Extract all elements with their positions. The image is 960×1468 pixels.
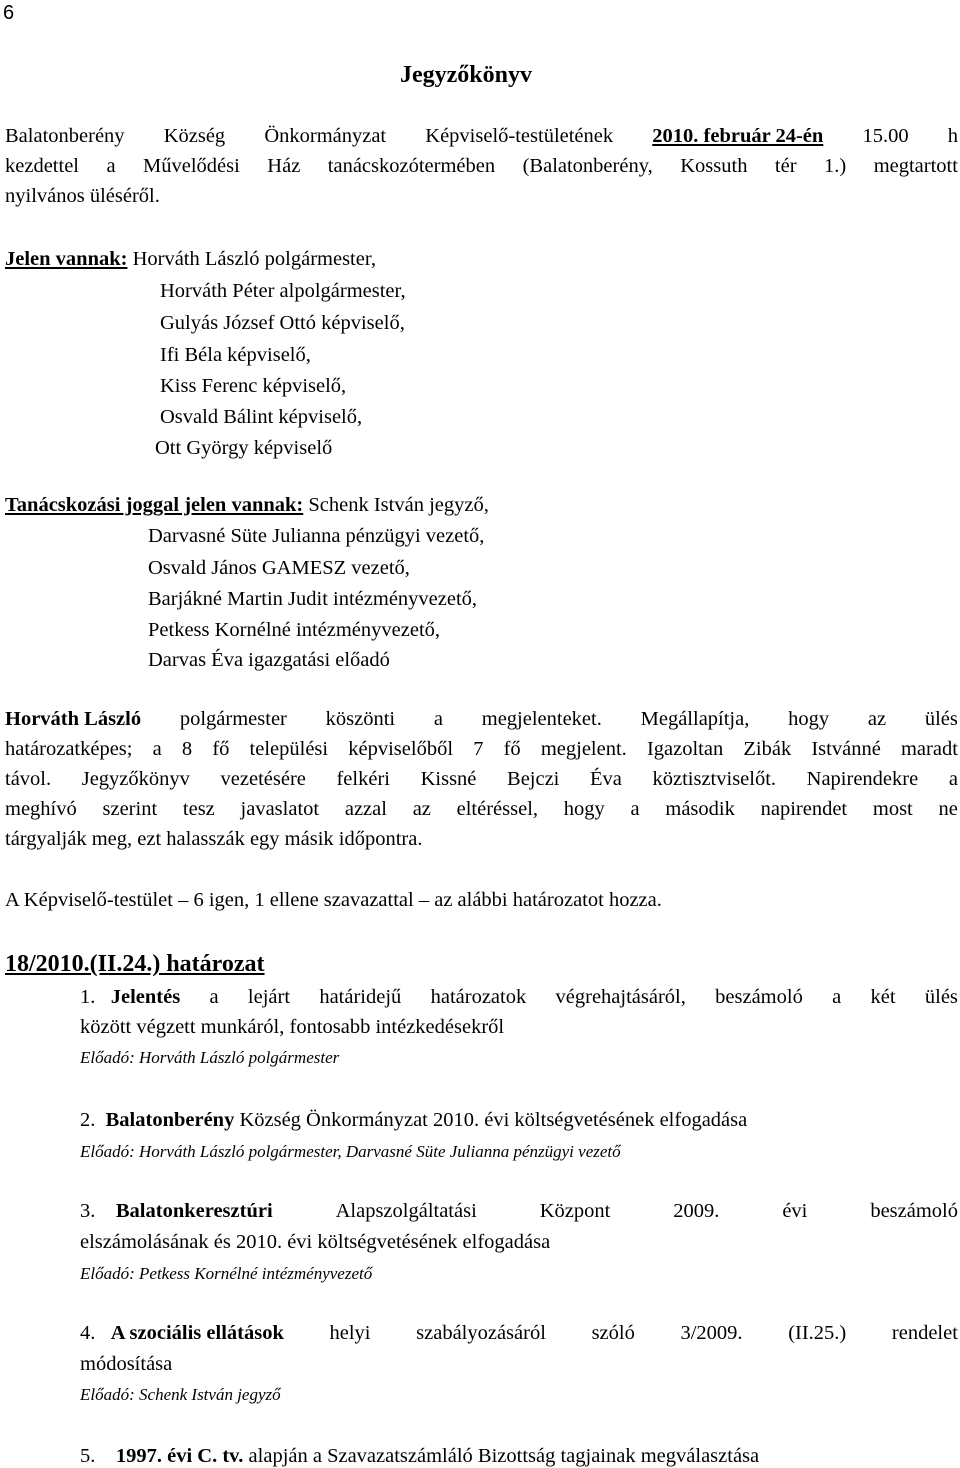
agenda-number: 3. Balatonkeresztúri bbox=[80, 1200, 273, 1222]
present-member: Gulyás József Ottó képviselő, bbox=[160, 312, 405, 334]
agenda-bold-term: Jelentés bbox=[110, 986, 181, 1008]
body-line-3: távol. Jegyzőkönyv vezetésére felkéri Kissné Bejczi Éva köztisztviselőt. Napirendekre a bbox=[5, 768, 958, 790]
agenda-item-3-line-1: 3. Balatonkeresztúri Alapszolgáltatási Központ 2009. évi beszámoló bbox=[80, 1200, 958, 1222]
agenda-item-4-presenter: Előadó: Schenk István jegyző bbox=[80, 1385, 281, 1404]
agenda-item-4-line-2: módosítása bbox=[80, 1353, 173, 1375]
meeting-date: 2010. február 24-én bbox=[652, 125, 824, 147]
agenda-bold-term: Balatonberény bbox=[105, 1109, 235, 1131]
agenda-bold-term: A szociális ellátások bbox=[110, 1322, 284, 1344]
agenda-item-2-presenter: Előadó: Horváth László polgármester, Darvasné Süte Julianna pénzügyi vezető bbox=[80, 1142, 621, 1161]
present-label: Jelen vannak: bbox=[5, 248, 128, 270]
agenda-bold-term: 1997. évi C. tv. bbox=[115, 1445, 244, 1467]
advisory-label: Tanácskozási joggal jelen vannak: bbox=[5, 494, 304, 516]
advisory-member: Osvald János GAMESZ vezető, bbox=[148, 557, 410, 579]
document-title: Jegyzőkönyv bbox=[400, 62, 532, 88]
resolution-title: 18/2010.(II.24.) határozat bbox=[5, 951, 265, 977]
present-line-first: Jelen vannak: Horváth László polgármester, bbox=[5, 248, 376, 270]
body-line-2: határozatképes; a 8 fő települési képviselőből 7 fő megjelent. Igazoltan Zibák Istvánné maradt bbox=[5, 738, 958, 760]
agenda-item-1-presenter: Előadó: Horváth László polgármester bbox=[80, 1048, 340, 1067]
present-member: Osvald Bálint képviselő, bbox=[160, 406, 363, 428]
intro-line-3: nyilvános üléséről. bbox=[5, 185, 160, 207]
present-member: Horváth Péter alpolgármester, bbox=[160, 280, 406, 302]
body-line-4: meghívó szerint tesz javaslatot azzal az eltéréssel, hogy a második napirendet most ne bbox=[5, 798, 958, 820]
advisory-member: Darvasné Süte Julianna pénzügyi vezető, bbox=[148, 525, 485, 547]
present-member: Ott György képviselő bbox=[155, 437, 333, 459]
agenda-item-1-line-1: 1. Jelentés a lejárt határidejű határozatok végrehajtásáról, beszámoló a két ülés bbox=[80, 986, 958, 1008]
agenda-bold-term: Balatonkeresztúri bbox=[115, 1200, 273, 1222]
present-member: Kiss Ferenc képviselő, bbox=[160, 375, 347, 397]
agenda-item-3-presenter: Előadó: Petkess Kornélné intézményvezető bbox=[80, 1264, 373, 1283]
agenda-item-1-line-2: között végzett munkáról, fontosabb intézkedésekről bbox=[80, 1016, 505, 1038]
intro-line-2: kezdettel a Művelődési Ház tanácskozótermében (Balatonberény, Kossuth tér 1.) megtartott bbox=[5, 155, 958, 177]
mayor-name: Horváth László bbox=[5, 708, 142, 730]
advisory-member: Darvas Éva igazgatási előadó bbox=[148, 649, 390, 671]
advisory-member: Petkess Kornélné intézményvezető, bbox=[148, 619, 441, 641]
present-member: Ifi Béla képviselő, bbox=[160, 344, 311, 366]
agenda-item-4-line-1: 4. A szociális ellátások helyi szabályozásáról szóló 3/2009. (II.25.) rendelet bbox=[80, 1322, 958, 1344]
vote-statement: A Képviselő-testület – 6 igen, 1 ellene szavazattal – az alábbi határozatot hozza. bbox=[5, 889, 662, 911]
agenda-number: 1. Jelentés bbox=[80, 986, 181, 1008]
agenda-number: 4. A szociális ellátások bbox=[80, 1322, 284, 1344]
intro-line-1: Balatonberény Község Önkormányzat Képviselő-testületének 2010. február 24-én 15.00 h bbox=[5, 125, 958, 147]
body-line-1: Horváth László polgármester köszönti a megjelenteket. Megállapítja, hogy az ülés bbox=[5, 708, 958, 730]
agenda-item-5-line-1: 5. 1997. évi C. tv. alapján a Szavazatszámláló Bizottság tagjainak megválasztása bbox=[80, 1445, 760, 1467]
agenda-item-3-line-2: elszámolásának és 2010. évi költségvetésének elfogadása bbox=[80, 1231, 551, 1253]
page-number: 6 bbox=[3, 2, 15, 24]
advisory-member: Barjákné Martin Judit intézményvezető, bbox=[148, 588, 478, 610]
advisory-line-first: Tanácskozási joggal jelen vannak: Schenk István jegyző, bbox=[5, 494, 489, 516]
body-line-5: tárgyalják meg, ezt halasszák egy másik időpontra. bbox=[5, 828, 423, 850]
agenda-item-2-line-1: 2. Balatonberény Község Önkormányzat 2010. évi költségvetésének elfogadása bbox=[80, 1109, 748, 1131]
